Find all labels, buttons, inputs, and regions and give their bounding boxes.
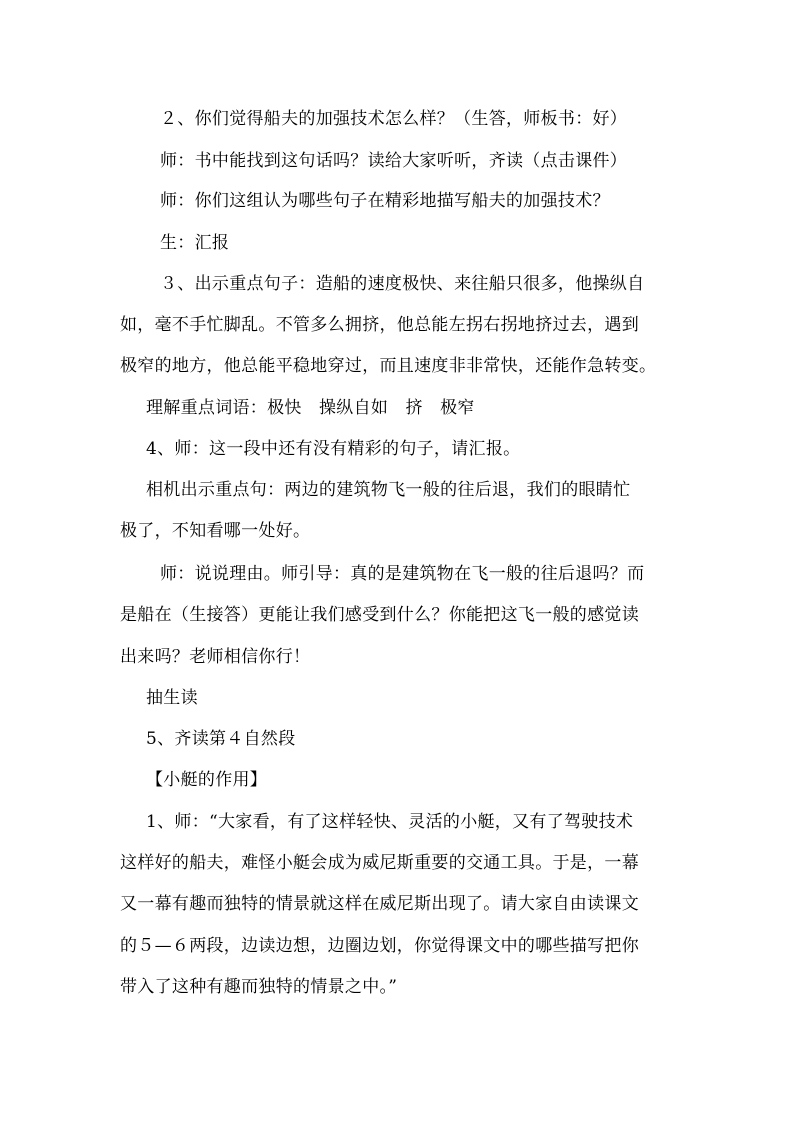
text-line: 相机出示重点句：两边的建筑物飞一般的往后退，我们的眼睛忙 — [146, 480, 631, 500]
text-line: 又一幕有趣而独特的情景就这样在威尼斯出现了。请大家自由读课文 — [120, 894, 639, 914]
text-line: ２、你们觉得船夫的加强技术怎么样？（生答，师板书：好） — [160, 109, 628, 129]
text-line: 这样好的船夫，难怪小艇会成为威尼斯重要的交通工具。于是，一幕 — [120, 853, 639, 873]
text-line: 理解重点词语：极快 操纵自如 挤 极窄 — [146, 398, 475, 418]
text-line: 4、师：这一段中还有没有精彩的句子，请汇报。 — [146, 439, 521, 459]
section-heading: 【小艇的作用】 — [146, 770, 268, 790]
text-line: 抽生读 — [146, 688, 198, 708]
text-line: 极了，不知看哪一处好。 — [120, 521, 311, 541]
text-line: 生：汇报 — [160, 233, 230, 253]
text-line: 师：书中能找到这句话吗？读给大家听听，齐读（点击课件） — [160, 151, 628, 171]
text-line: 师：说说理由。师引导：真的是建筑物在飞一般的往后退吗？而 — [160, 564, 645, 584]
text-line: 5、齐读第４自然段 — [146, 729, 296, 749]
text-line: 的５—６两段，边读边想，边圈边划，你觉得课文中的哪些描写把你 — [120, 936, 639, 956]
text-line: 师：你们这组认为哪些句子在精彩地描写船夫的加强技术？ — [160, 191, 610, 211]
text-line: 是船在（生接答）更能让我们感受到什么？你能把这飞一般的感觉读 — [120, 605, 639, 625]
text-line: ３、出示重点句子：造船的速度极快、来往船只很多，他操纵自 — [160, 274, 645, 294]
text-line: 极窄的地方，他总能平稳地穿过，而且速度非非常快，还能作急转变。 — [120, 356, 657, 376]
text-line: 如，毫不手忙脚乱。不管多么拥挤，他总能左拐右拐地挤过去，遇到 — [120, 315, 639, 335]
text-line: 出来吗？老师相信你行！ — [120, 647, 311, 667]
text-line: 带入了这种有趣而独特的情景之中。” — [120, 977, 398, 997]
text-line: 1、师：“大家看，有了这样轻快、灵活的小艇，又有了驾驶技术 — [146, 812, 634, 832]
